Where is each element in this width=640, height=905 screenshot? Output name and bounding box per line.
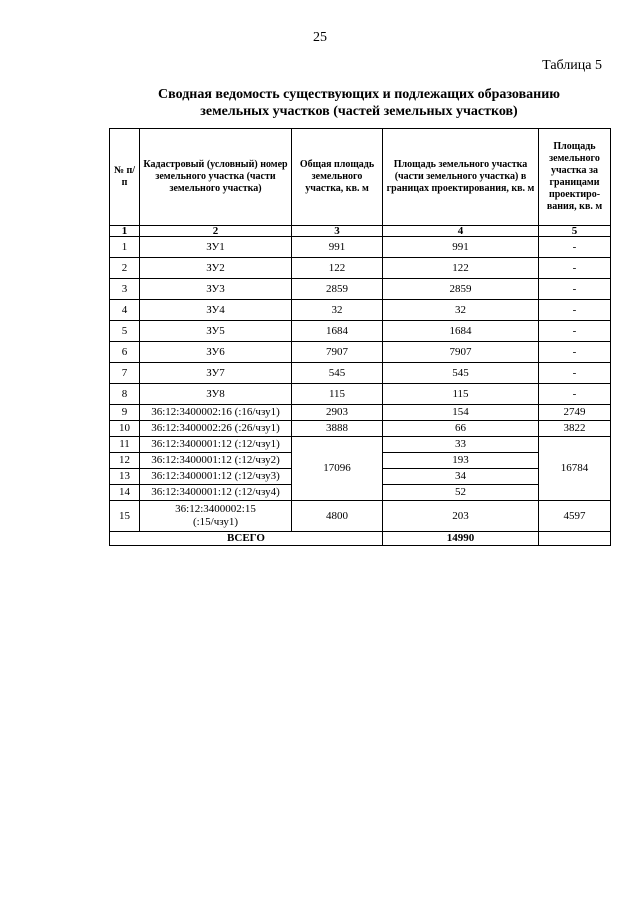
- header-area-outside: Площадь земельного участка за границами проектиро-вания, кв. м: [539, 129, 611, 226]
- header-row: [110, 129, 611, 226]
- total-area: 2903: [292, 405, 383, 421]
- header-area-inside: Площадь земельного участка (части земельного участка) в границах проектирования, кв. м: [383, 129, 539, 226]
- plot-id: ЗУ1: [140, 237, 292, 258]
- column-number: 5: [539, 226, 611, 237]
- area-outside: -: [539, 300, 611, 321]
- area-outside: -: [539, 342, 611, 363]
- total-area: 122: [292, 258, 383, 279]
- row-number: 8: [110, 384, 140, 405]
- table-label: Таблица 5: [542, 58, 602, 73]
- plot-id: ЗУ3: [140, 279, 292, 300]
- plot-id: 36:12:3400001:12 (:12/чзу2): [140, 453, 292, 469]
- land-plots-table: [109, 128, 611, 546]
- title-line-1: Сводная ведомость существующих и подлежащих образованию: [158, 87, 560, 102]
- total-empty-cell: [539, 532, 611, 546]
- area-inside: 203: [383, 501, 539, 532]
- plot-id: ЗУ8: [140, 384, 292, 405]
- row-number: 10: [110, 421, 140, 437]
- total-area: 4800: [292, 501, 383, 532]
- row-number: 13: [110, 469, 140, 485]
- plot-id: [140, 501, 292, 532]
- table-row: [110, 300, 611, 321]
- area-outside: -: [539, 258, 611, 279]
- column-number: 1: [110, 226, 140, 237]
- area-inside: 193: [383, 453, 539, 469]
- header-cadastral-number: Кадастровый (условный) номер земельного участка (части земельного участка): [140, 129, 292, 226]
- table-row: [110, 437, 611, 453]
- row-number: 15: [110, 501, 140, 532]
- row-number: 3: [110, 279, 140, 300]
- row-number: 2: [110, 258, 140, 279]
- column-number: 3: [292, 226, 383, 237]
- total-area: 1684: [292, 321, 383, 342]
- area-outside: 3822: [539, 421, 611, 437]
- area-inside: 122: [383, 258, 539, 279]
- area-outside: 2749: [539, 405, 611, 421]
- row-number: 5: [110, 321, 140, 342]
- group-total-area: 17096: [292, 437, 383, 501]
- row-number: 9: [110, 405, 140, 421]
- plot-id-line-1: 36:12:3400002:15: [175, 503, 256, 515]
- area-outside: 4597: [539, 501, 611, 532]
- row-number: 4: [110, 300, 140, 321]
- plot-id: ЗУ2: [140, 258, 292, 279]
- area-inside: 32: [383, 300, 539, 321]
- plot-id: ЗУ6: [140, 342, 292, 363]
- total-area: 991: [292, 237, 383, 258]
- area-inside: 66: [383, 421, 539, 437]
- row-number: 11: [110, 437, 140, 453]
- row-number: 12: [110, 453, 140, 469]
- total-area: 545: [292, 363, 383, 384]
- area-outside: -: [539, 363, 611, 384]
- area-inside: 7907: [383, 342, 539, 363]
- plot-id: ЗУ5: [140, 321, 292, 342]
- area-outside: -: [539, 237, 611, 258]
- document-title: [108, 86, 610, 120]
- table-row: [110, 237, 611, 258]
- plot-id: ЗУ7: [140, 363, 292, 384]
- title-line-2: земельных участков (частей земельных участков): [200, 104, 518, 119]
- total-value: 14990: [383, 532, 539, 546]
- table-row: [110, 501, 611, 532]
- area-inside: 33: [383, 437, 539, 453]
- total-area: 115: [292, 384, 383, 405]
- area-inside: 52: [383, 485, 539, 501]
- total-row: [110, 532, 611, 546]
- plot-id: 36:12:3400001:12 (:12/чзу3): [140, 469, 292, 485]
- column-number: 4: [383, 226, 539, 237]
- area-inside: 115: [383, 384, 539, 405]
- page-number: 25: [313, 30, 327, 45]
- total-label: ВСЕГО: [110, 532, 383, 546]
- area-inside: 2859: [383, 279, 539, 300]
- plot-id: 36:12:3400002:26 (:26/чзу1): [140, 421, 292, 437]
- area-inside: 34: [383, 469, 539, 485]
- table-row: [110, 321, 611, 342]
- table-row: [110, 384, 611, 405]
- total-area: 2859: [292, 279, 383, 300]
- table-row: [110, 363, 611, 384]
- area-outside: -: [539, 384, 611, 405]
- column-number: 2: [140, 226, 292, 237]
- total-area: 3888: [292, 421, 383, 437]
- plot-id: 36:12:3400001:12 (:12/чзу1): [140, 437, 292, 453]
- area-outside: -: [539, 279, 611, 300]
- plot-id: 36:12:3400002:16 (:16/чзу1): [140, 405, 292, 421]
- area-inside: 1684: [383, 321, 539, 342]
- plot-id: 36:12:3400001:12 (:12/чзу4): [140, 485, 292, 501]
- area-inside: 545: [383, 363, 539, 384]
- area-inside: 154: [383, 405, 539, 421]
- header-total-area: Общая площадь земельного участка, кв. м: [292, 129, 383, 226]
- table-row: [110, 279, 611, 300]
- table-row: [110, 342, 611, 363]
- row-number: 14: [110, 485, 140, 501]
- table-row: [110, 405, 611, 421]
- total-area: 32: [292, 300, 383, 321]
- area-outside: -: [539, 321, 611, 342]
- total-area: 7907: [292, 342, 383, 363]
- plot-id-line-2: (:15/чзу1): [192, 516, 239, 528]
- column-numbers-row: [110, 226, 611, 237]
- header-number: № п/п: [110, 129, 140, 226]
- table-row: [110, 258, 611, 279]
- table-row: [110, 421, 611, 437]
- area-inside: 991: [383, 237, 539, 258]
- group-area-outside: 16784: [539, 437, 611, 501]
- row-number: 7: [110, 363, 140, 384]
- row-number: 1: [110, 237, 140, 258]
- plot-id: ЗУ4: [140, 300, 292, 321]
- row-number: 6: [110, 342, 140, 363]
